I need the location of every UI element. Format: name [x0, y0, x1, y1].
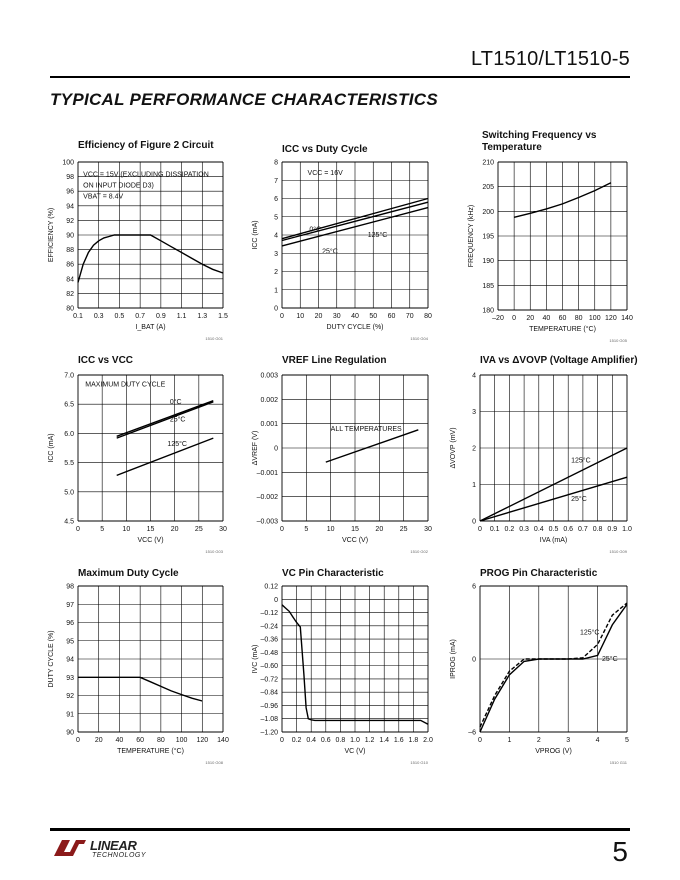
y-tick-label: 94: [66, 203, 74, 211]
x-tick-label: 5: [304, 526, 309, 533]
x-tick-label: 5: [100, 526, 105, 533]
y-tick-label: 84: [66, 276, 74, 284]
chart-title-line-2: Temperature: [482, 142, 542, 153]
series-line: [480, 603, 627, 727]
y-tick-label: –1.20: [260, 729, 278, 737]
y-tick-label: 190: [482, 258, 494, 266]
x-tick-label: 0: [280, 526, 284, 533]
y-tick-label: 5: [274, 214, 278, 222]
chart-iva: [480, 375, 627, 521]
y-axis-label: IPROG (mA): [450, 639, 457, 679]
y-tick-label: 6.5: [64, 401, 74, 409]
x-tick-label: 60: [558, 315, 567, 322]
y-tick-label: 91: [66, 711, 74, 719]
y-tick-label: 92: [66, 693, 74, 700]
page-number: 5: [612, 836, 628, 867]
x-tick-label: 0: [512, 315, 517, 322]
x-tick-label: 80: [424, 313, 432, 320]
y-tick-label: –0.001: [256, 469, 278, 477]
chart-maxduty: [78, 586, 223, 732]
y-tick-label: 185: [482, 282, 494, 290]
x-tick-label: 80: [156, 737, 165, 744]
y-tick-label: 96: [66, 188, 74, 196]
y-tick-label: 8: [274, 159, 278, 167]
x-tick-label: 0: [478, 737, 482, 744]
x-tick-label: 15: [146, 526, 155, 533]
x-tick-label: 0: [76, 737, 80, 744]
y-tick-label: 100: [62, 159, 74, 167]
x-tick-label: 1.3: [197, 313, 208, 320]
x-axis-label: DUTY CYCLE (%): [326, 324, 384, 331]
y-tick-label: 93: [66, 674, 74, 682]
x-axis-label: VPROG (V): [535, 748, 572, 755]
series-line: [78, 235, 223, 282]
annotation-label: MAXIMUM DUTY CYCLE: [85, 381, 166, 389]
annotation-label: 0°C: [309, 226, 322, 234]
chart-icc_duty: [282, 162, 428, 308]
chart-title-line-1: Switching Frequency vs: [482, 130, 597, 141]
x-axis-label: VC (V): [344, 748, 366, 755]
x-axis-label: VCC (V): [137, 537, 164, 544]
chart-title: Efficiency of Figure 2 Circuit: [78, 140, 214, 151]
y-tick-label: 0.001: [260, 421, 278, 429]
y-tick-label: 195: [482, 233, 494, 241]
x-tick-label: 0.2: [291, 737, 302, 744]
x-tick-label: 40: [115, 737, 124, 744]
y-tick-label: 96: [66, 620, 74, 627]
y-tick-label: 0: [274, 445, 278, 453]
annotation-label: 125°C: [579, 629, 600, 637]
y-tick-label: 0.003: [260, 372, 278, 380]
x-tick-label: 25: [194, 526, 203, 533]
chart-icc_vcc: [78, 375, 223, 521]
y-tick-label: 0: [274, 305, 278, 313]
x-tick-label: 120: [605, 315, 617, 322]
x-tick-label: 0.3: [519, 526, 529, 533]
x-tick-label: 60: [387, 313, 396, 320]
y-tick-label: –1.08: [260, 716, 278, 724]
x-tick-label: 20: [94, 737, 103, 744]
x-tick-label: 120: [196, 737, 209, 744]
y-tick-label: 90: [66, 729, 74, 737]
x-tick-label: 1.1: [176, 313, 187, 320]
figure-code: 1510 G03: [205, 549, 223, 554]
x-tick-label: 0.7: [135, 313, 146, 320]
chart-title: ICC vs Duty Cycle: [282, 144, 368, 155]
y-tick-label: –0.72: [260, 676, 278, 684]
y-axis-label: ΔVOVP (mV): [450, 427, 457, 469]
x-tick-label: 1.4: [379, 737, 390, 744]
y-tick-label: 210: [482, 159, 494, 167]
figure-code: 1510 G11: [609, 760, 627, 765]
x-axis-label: TEMPERATURE (°C): [117, 748, 184, 755]
y-tick-label: 98: [66, 583, 74, 591]
x-tick-label: 20: [375, 526, 384, 533]
x-tick-label: 30: [424, 526, 432, 533]
x-tick-label: 25: [399, 526, 408, 533]
x-tick-label: 70: [405, 313, 414, 320]
annotation-label: VBAT = 8.4V: [83, 193, 124, 201]
x-tick-label: 100: [588, 315, 601, 322]
y-tick-label: –6: [468, 729, 476, 737]
y-axis-label: EFFICIENCY (%): [48, 207, 55, 263]
x-tick-label: 0: [280, 737, 284, 744]
y-tick-label: 0: [472, 656, 476, 664]
annotation-label: 25°C: [169, 416, 186, 424]
annotation-label: ALL TEMPERATURES: [330, 425, 402, 433]
x-tick-label: 0.9: [607, 526, 618, 533]
x-tick-label: 50: [369, 313, 378, 320]
logo-wordmark: LINEAR: [90, 838, 137, 853]
x-tick-label: 30: [219, 526, 227, 533]
y-tick-label: 4.5: [64, 518, 74, 526]
y-tick-label: 2: [274, 269, 278, 276]
x-tick-label: 1.5: [218, 313, 228, 320]
x-tick-label: 10: [326, 526, 335, 533]
annotation-label: 25°C: [571, 495, 587, 503]
chart-title: VREF Line Regulation: [282, 355, 387, 366]
y-tick-label: 0: [472, 518, 476, 526]
annotation-label: 125°C: [367, 231, 388, 239]
y-tick-label: –0.003: [256, 518, 278, 526]
y-tick-label: 95: [66, 638, 74, 646]
linear-logo-icon: [52, 836, 88, 858]
y-tick-label: 6.0: [64, 430, 74, 438]
x-tick-label: –20: [492, 315, 504, 322]
x-tick-label: 30: [332, 313, 341, 320]
y-tick-label: –0.48: [260, 649, 278, 657]
x-tick-label: 0: [478, 526, 482, 533]
annotation-label: ON INPUT DIODE D3): [83, 182, 154, 190]
chart-vref: [282, 375, 428, 521]
x-tick-label: 100: [175, 737, 188, 744]
x-axis-label: VCC (V): [341, 537, 369, 544]
x-tick-label: 0.5: [548, 526, 559, 533]
x-tick-label: 0: [280, 313, 284, 320]
y-tick-label: 88: [66, 247, 74, 255]
x-tick-label: 0.4: [306, 737, 317, 744]
x-tick-label: 1.6: [393, 737, 404, 744]
y-tick-label: 0.12: [264, 583, 278, 591]
x-tick-label: 1.0: [622, 526, 632, 533]
chart-title: VC Pin Characteristic: [282, 568, 384, 579]
y-tick-label: 82: [66, 290, 74, 298]
y-tick-label: 94: [66, 656, 74, 664]
y-tick-label: –0.12: [260, 610, 278, 618]
annotation-label: 25°C: [322, 248, 338, 256]
y-tick-label: –0.84: [260, 689, 278, 697]
y-tick-label: 86: [66, 261, 74, 269]
x-tick-label: 0.8: [592, 526, 603, 533]
y-tick-label: 1: [274, 287, 278, 295]
y-tick-label: 6: [472, 583, 476, 591]
y-tick-label: 5.0: [64, 489, 74, 497]
chart-vc: [282, 586, 428, 732]
figure-code: 1510 G04: [410, 336, 428, 341]
y-tick-label: 98: [66, 174, 74, 182]
y-tick-label: 0.002: [260, 396, 278, 404]
x-tick-label: 80: [574, 315, 583, 322]
y-tick-label: 80: [66, 305, 74, 313]
y-tick-label: 4: [274, 232, 278, 240]
annotation-label: 25°C: [602, 655, 618, 663]
chart-title: ICC vs VCC: [78, 355, 134, 366]
x-tick-label: 0.5: [114, 313, 125, 320]
annotation-label: 125°C: [167, 441, 187, 449]
x-tick-label: 0.1: [489, 526, 500, 533]
logo-subtitle: TECHNOLOGY: [92, 852, 147, 859]
figure-code: 1510 G08: [205, 760, 223, 765]
y-tick-label: 4: [472, 372, 476, 380]
x-tick-label: 140: [217, 737, 229, 744]
x-tick-label: 0: [76, 526, 80, 533]
x-tick-label: 2: [536, 737, 541, 744]
x-tick-label: 0.3: [93, 313, 104, 320]
x-axis-label: I_BAT (A): [135, 324, 166, 331]
x-tick-label: 1.2: [364, 737, 375, 744]
x-tick-label: 20: [526, 315, 535, 322]
annotation-label: 0°C: [169, 399, 182, 407]
y-tick-label: 180: [482, 307, 494, 315]
x-tick-label: 0.4: [533, 526, 544, 533]
figure-code: 1510 G10: [410, 760, 428, 765]
x-tick-label: 40: [351, 313, 359, 320]
figure-code: 1510 G05: [609, 338, 627, 343]
y-tick-label: –0.96: [260, 702, 278, 710]
y-axis-label: FREQUENCY (kHz): [468, 204, 475, 268]
x-tick-label: 0.1: [73, 313, 83, 320]
figure-code: 1510 G01: [205, 336, 223, 341]
y-tick-label: 0: [274, 596, 278, 604]
chart-fsw: [498, 162, 627, 310]
chart-title: Maximum Duty Cycle: [78, 568, 179, 579]
y-tick-label: 92: [66, 217, 74, 225]
y-tick-label: –0.36: [260, 636, 278, 644]
x-axis-label: TEMPERATURE (°C): [529, 326, 596, 333]
y-axis-label: ΔVREF (V): [252, 430, 259, 466]
x-axis-label: IVA (mA): [539, 537, 568, 544]
x-tick-label: 0.7: [578, 526, 588, 533]
x-tick-label: 10: [296, 313, 305, 320]
y-tick-label: –0.002: [256, 494, 278, 502]
series-line: [326, 430, 419, 462]
y-tick-label: 3: [274, 250, 278, 258]
x-tick-label: 15: [351, 526, 359, 533]
y-axis-label: ICC (mA): [252, 220, 259, 250]
y-tick-label: 7: [274, 177, 278, 185]
x-tick-label: 5: [625, 737, 629, 744]
y-tick-label: –0.60: [260, 663, 278, 671]
x-tick-label: 0.9: [155, 313, 166, 320]
x-tick-label: 20: [170, 526, 179, 533]
x-tick-label: 0.2: [504, 526, 515, 533]
y-axis-label: ICC (mA): [48, 433, 55, 463]
x-tick-label: 60: [136, 737, 145, 744]
x-tick-label: 140: [621, 315, 633, 322]
x-tick-label: 20: [314, 313, 323, 320]
y-tick-label: 200: [482, 208, 494, 216]
x-tick-label: 3: [566, 737, 571, 744]
y-tick-label: 205: [482, 184, 494, 192]
x-tick-label: 10: [122, 526, 131, 533]
y-tick-label: –0.24: [260, 623, 278, 631]
x-tick-label: 1: [507, 737, 512, 744]
x-tick-label: 1.8: [408, 737, 419, 744]
y-axis-label: DUTY CYCLE (%): [48, 630, 55, 688]
chart-title: IVA vs ΔVOVP (Voltage Amplifier): [480, 355, 638, 366]
x-tick-label: 0.8: [335, 737, 346, 744]
annotation-label: VCC = 15V (EXCLUDING DISSIPATION: [83, 171, 209, 179]
y-tick-label: 1: [472, 482, 476, 489]
y-tick-label: 5.5: [64, 460, 74, 468]
series-line: [480, 604, 627, 732]
y-axis-label: IVC (mA): [252, 644, 259, 674]
x-tick-label: 4: [595, 737, 600, 744]
x-tick-label: 0.6: [563, 526, 574, 533]
section-title: TYPICAL PERFORMANCE CHARACTERISTICS: [50, 90, 438, 109]
footer-rule: [50, 828, 630, 831]
annotation-label: VCC = 16V: [307, 169, 343, 177]
x-tick-label: 0.6: [320, 737, 331, 744]
y-tick-label: 7.0: [64, 372, 74, 380]
chart-title: PROG Pin Characteristic: [480, 568, 598, 579]
figure-code: 1510 G02: [410, 549, 428, 554]
x-tick-label: 1.0: [350, 737, 360, 744]
y-tick-label: 2: [472, 445, 476, 453]
annotation-label: 125°C: [571, 457, 591, 465]
y-tick-label: 6: [274, 196, 278, 203]
y-tick-label: 97: [66, 601, 74, 609]
figure-code: 1510 G09: [609, 549, 627, 554]
y-tick-label: 90: [66, 232, 74, 240]
y-tick-label: 3: [472, 409, 476, 416]
x-tick-label: 40: [542, 315, 551, 322]
part-number: LT1510/LT1510-5: [470, 48, 630, 70]
x-tick-label: 2.0: [423, 737, 433, 744]
